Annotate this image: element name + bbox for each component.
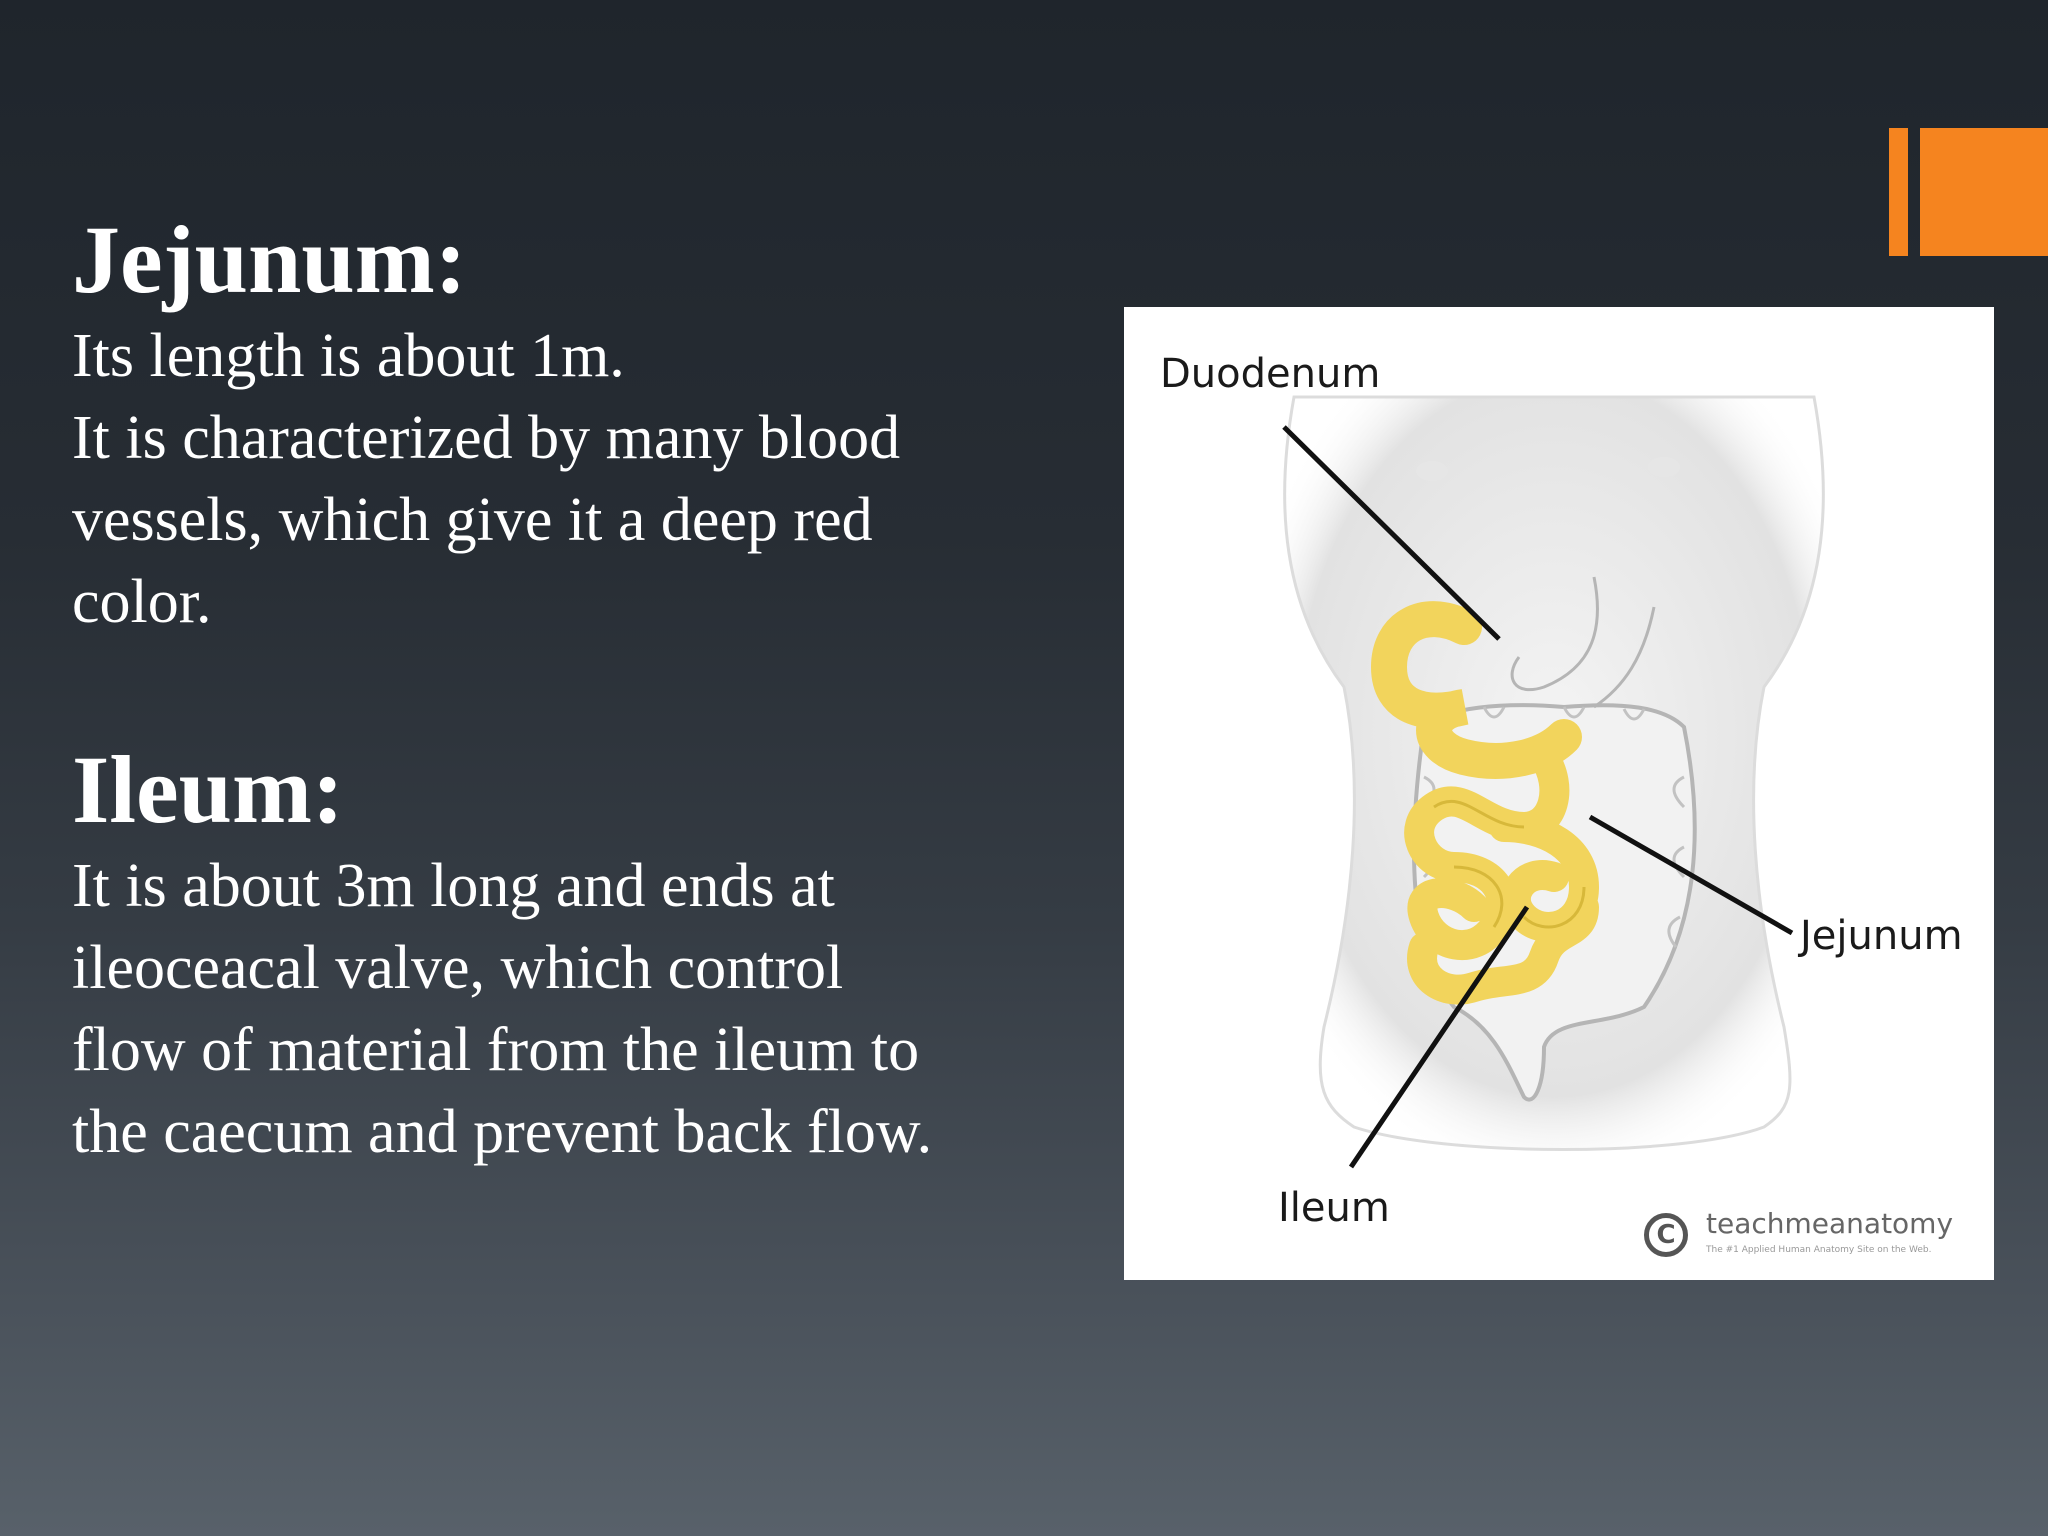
jejunum-heading: Jejunum: xyxy=(72,206,467,313)
ileum-line: ileoceacal valve, which control xyxy=(72,934,844,1002)
copyright-name: teachmeanatomy xyxy=(1706,1207,1954,1240)
nipple-left xyxy=(1416,461,1448,481)
ileum-line: the caecum and prevent back flow. xyxy=(72,1098,933,1166)
copyright-watermark xyxy=(1644,1207,1984,1267)
ileum-line: flow of material from the ileum to xyxy=(72,1016,920,1084)
anatomy-figure xyxy=(1124,307,1994,1280)
ileum-description xyxy=(72,845,1072,1173)
ileum-line: It is about 3m long and ends at xyxy=(72,852,835,920)
copyright-tagline: The #1 Applied Human Anatomy Site on the Web. xyxy=(1706,1245,1932,1255)
jejunum-line: color. xyxy=(72,568,212,636)
jejunum-label: Jejunum xyxy=(1800,913,1963,959)
jejunum-description xyxy=(72,315,1072,643)
jejunum-line: It is characterized by many blood xyxy=(72,404,901,472)
intestine-illustration xyxy=(1124,307,1994,1280)
ileum-label: Ileum xyxy=(1278,1185,1390,1231)
duodenum-label: Duodenum xyxy=(1160,351,1381,397)
accent-bar-thin xyxy=(1889,128,1908,256)
ileum-heading: Ileum: xyxy=(72,736,344,843)
accent-bar-wide xyxy=(1920,128,2048,256)
jejunum-line: vessels, which give it a deep red xyxy=(72,486,873,554)
text-column xyxy=(72,205,1072,1173)
nipple-right xyxy=(1648,457,1680,477)
jejunum-line: Its length is about 1m. xyxy=(72,322,625,390)
copyright-icon: C xyxy=(1644,1213,1688,1257)
